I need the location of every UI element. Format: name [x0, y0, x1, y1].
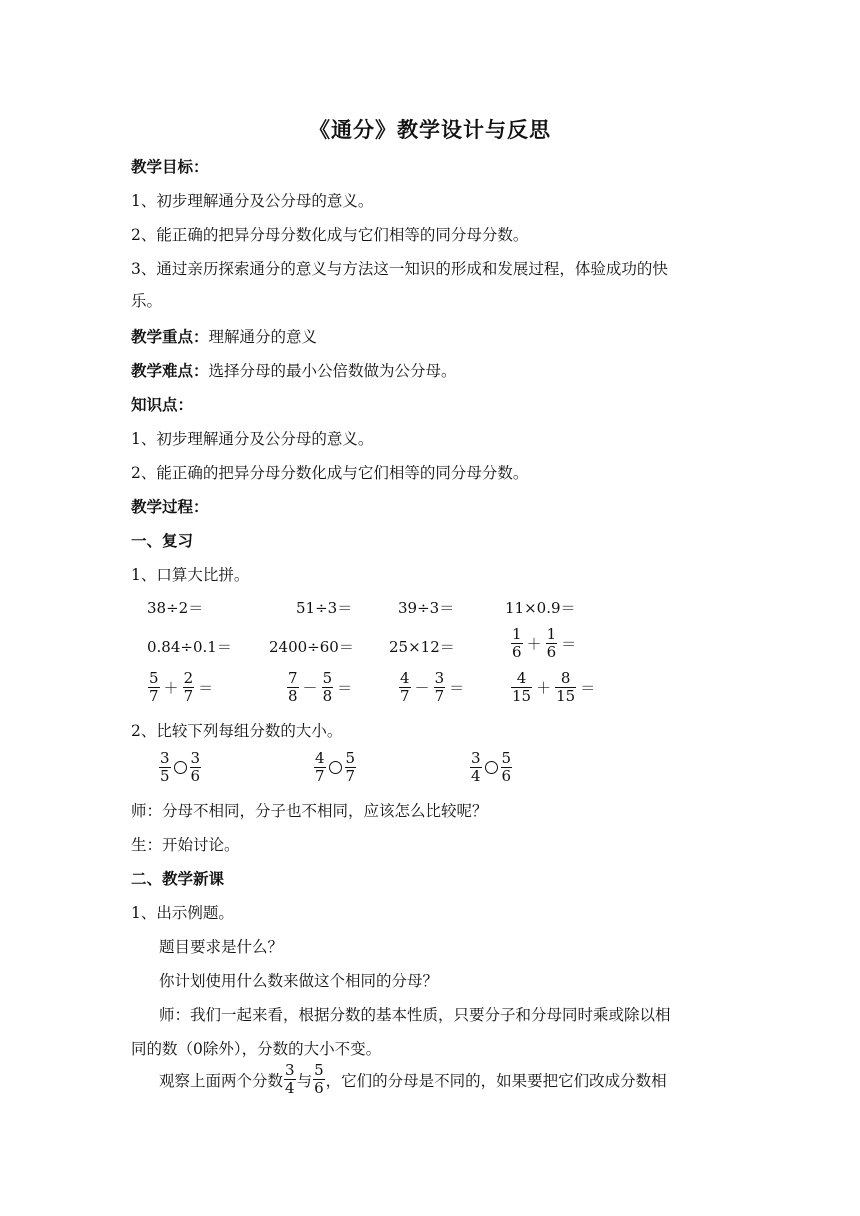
objective-2: 2、能正确的把异分母分数化成与它们相等的同分母分数。 [131, 226, 529, 244]
expr-8: $\frac{1}{6}$ ＋ $\frac{1}{6}$ ＝ [512, 625, 577, 661]
objective-3-cont: 乐。 [131, 292, 163, 310]
compare-3: $\frac{3}{4}$ $\frac{5}{6}$ [471, 749, 512, 785]
question-1: 题目要求是什么？ [159, 938, 284, 956]
fraction: $\frac{1}{6}$ [512, 625, 522, 661]
task-compare: 2、比较下列每组分数的大小。 [131, 722, 343, 740]
expr-9: $\frac{5}{7}$ ＋ $\frac{2}{7}$ ＝ [149, 669, 214, 705]
observe-line: 观察上面两个分数 $\frac{3}{4}$ 与 $\frac{5}{6}$ ，它们的分母是不同的，如果要把它们改成分数相 [159, 1061, 667, 1097]
process-heading: 教学过程： [131, 497, 209, 516]
objective-1: 1、初步理解通分及公分母的意义。 [131, 192, 374, 210]
key-point-label: 教学重点： [131, 327, 209, 346]
section-review: 一、复习 [131, 531, 194, 550]
page-title: 《通分》教学设计与反思 [309, 117, 551, 142]
knowledge-heading: 知识点： [131, 395, 194, 414]
expr-11: $\frac{4}{7}$ － $\frac{3}{7}$ ＝ [400, 669, 465, 705]
expr-3: 39÷3＝ [398, 599, 455, 617]
key-point [131, 326, 317, 348]
task-example: 1、出示例题。 [131, 904, 234, 922]
compare-circle[interactable] [485, 761, 498, 774]
expr-2: 51÷3＝ [296, 599, 353, 617]
task-mental-math: 1、口算大比拼。 [131, 566, 250, 584]
objectives-heading: 教学目标： [131, 157, 209, 176]
expr-5: 0.84÷0.1＝ [147, 638, 232, 656]
fraction: $\frac{5}{6}$ [314, 1061, 324, 1097]
objective-3: 3、通过亲历探索通分的意义与方法这一知识的形成和发展过程，体验成功的快 [131, 260, 668, 278]
key-point-text: 理解通分的意义 [208, 328, 318, 346]
teacher-para-1: 师：我们一起来看，根据分数的基本性质，只要分子和分母同时乘或除以相 [159, 1006, 671, 1024]
fraction: $\frac{3}{4}$ [285, 1061, 295, 1097]
fraction: $\frac{1}{6}$ [546, 625, 557, 661]
teacher-question: 师：分母不相同，分子也不相同，应该怎么比较呢？ [131, 802, 488, 820]
expr-10: $\frac{7}{8}$ － $\frac{5}{8}$ ＝ [288, 669, 353, 705]
expr-12: $\frac{4}{15}$ ＋ $\frac{8}{15}$ ＝ [512, 669, 596, 705]
teacher-para-2: 同的数（0除外），分数的大小不变。 [131, 1040, 382, 1058]
knowledge-1: 1、初步理解通分及公分母的意义。 [131, 430, 374, 448]
question-2: 你计划使用什么数来做这个相同的分母？ [159, 972, 439, 990]
compare-1: $\frac{3}{5}$ $\frac{3}{6}$ [160, 749, 201, 785]
expr-4: 11×0.9＝ [505, 599, 576, 617]
student-answer: 生：开始讨论。 [131, 836, 240, 854]
compare-circle[interactable] [329, 761, 342, 774]
expr-1: 38÷2＝ [147, 599, 204, 617]
section-new-lesson: 二、教学新课 [131, 869, 225, 888]
expr-7: 25×12＝ [389, 638, 455, 656]
knowledge-2: 2、能正确的把异分母分数化成与它们相等的同分母分数。 [131, 464, 529, 482]
expr-6: 2400÷60＝ [269, 638, 354, 656]
difficulty-label: 教学难点： [131, 361, 209, 380]
compare-2: $\frac{4}{7}$ $\frac{5}{7}$ [315, 749, 356, 785]
difficulty-text: 选择分母的最小公倍数做为公分母。 [208, 362, 457, 380]
compare-circle[interactable] [174, 761, 187, 774]
difficulty [131, 360, 457, 382]
